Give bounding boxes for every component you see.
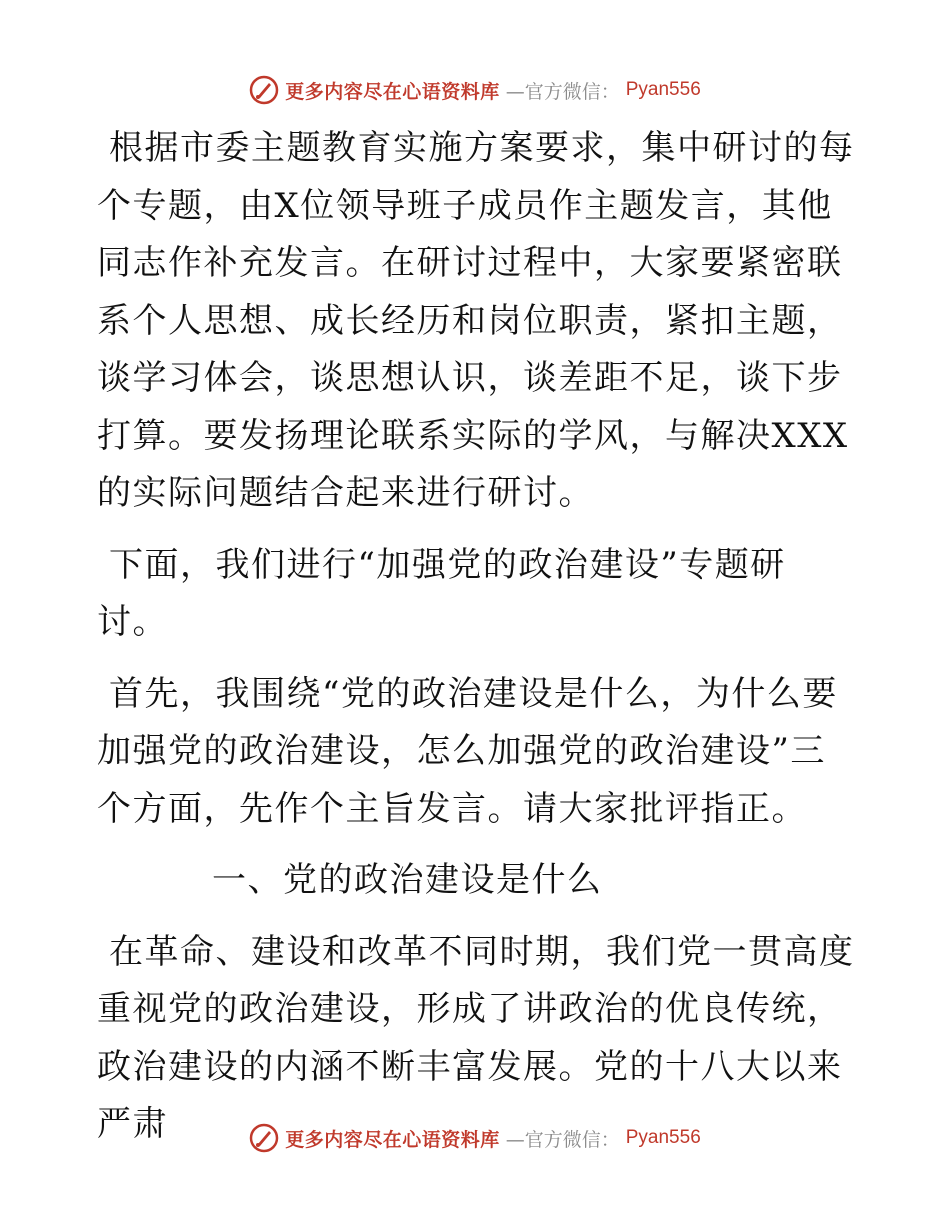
header-wechat-id: Pyan556 xyxy=(625,79,701,100)
footer-banner-text: 更多内容尽在心语资料库 xyxy=(285,1128,500,1151)
brand-logo-icon xyxy=(249,75,279,105)
section-heading-1: 一、党的政治建设是什么 xyxy=(212,860,603,900)
document-body xyxy=(97,120,857,1168)
header-banner-separator: —官方微信： xyxy=(505,80,620,103)
footer-banner xyxy=(0,1120,950,1156)
footer-banner-separator: —官方微信： xyxy=(505,1128,620,1151)
header-banner xyxy=(0,72,950,108)
header-banner-text: 更多内容尽在心语资料库 xyxy=(285,80,500,103)
brand-logo-icon xyxy=(249,1123,279,1153)
paragraph-3: 首先，我围绕“党的政治建设是什么，为什么要加强党的政治建设，怎么加强党的政治建设”三个方面，先作个主旨发言。请大家批评指正。 xyxy=(97,673,838,829)
footer-wechat-id: Pyan556 xyxy=(625,1127,701,1148)
paragraph-4: 在革命、建设和改革不同时期，我们党一贯高度重视党的政治建设，形成了讲政治的优良传统，政治建设的内涵不断丰富发展。党的十八大以来严肃 xyxy=(97,931,855,1144)
paragraph-1: 根据市委主题教育实施方案要求，集中研讨的每个专题，由X位领导班子成员作主题发言，其他同志作补充发言。在研讨过程中，大家要紧密联系个人思想、成长经历和岗位职责，紧扣主题，谈学习体会，谈思想认识，谈差距不足，谈下步打算。要发扬理论联系实际的学风，与解决XXX的实际问题结合起来进行研讨。 xyxy=(97,128,855,513)
paragraph-2: 下面，我们进行“加强党的政治建设”专题研讨。 xyxy=(97,544,786,642)
